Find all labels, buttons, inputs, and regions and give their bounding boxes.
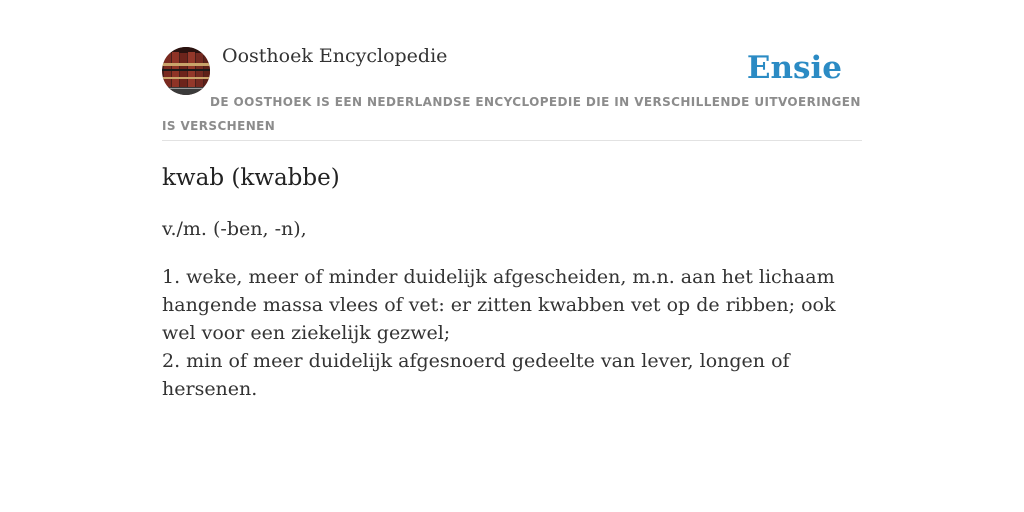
site-title[interactable]: Oosthoek Encyclopedie xyxy=(222,45,448,67)
definition-item-1: 1. weke, meer of minder duidelijk afgescheiden, m.n. aan het lichaam hangende massa vlees of vet: er zitten kwabben vet op de ribben; ook wel voor een ziekelijk gezwel; xyxy=(162,266,836,344)
books-icon xyxy=(162,47,210,95)
entry-term: kwab (kwabbe) xyxy=(162,165,340,191)
definition-item-2: 2. min of meer duidelijk afgesnoerd gedeelte van lever, longen of hersenen. xyxy=(162,350,790,400)
page xyxy=(162,0,862,400)
encyclopedia-avatar[interactable] xyxy=(162,47,210,95)
site-tagline: DE OOSTHOEK IS EEN NEDERLANDSE ENCYCLOPEDIE DIE IN VERSCHILLENDE UITVOERINGEN IS VERSCHENEN xyxy=(162,95,861,133)
ensie-logo[interactable]: Ensie xyxy=(746,50,842,86)
entry-definition xyxy=(162,263,867,403)
header xyxy=(162,0,862,141)
entry-grammar: v./m. (-ben, -n), xyxy=(162,218,307,240)
